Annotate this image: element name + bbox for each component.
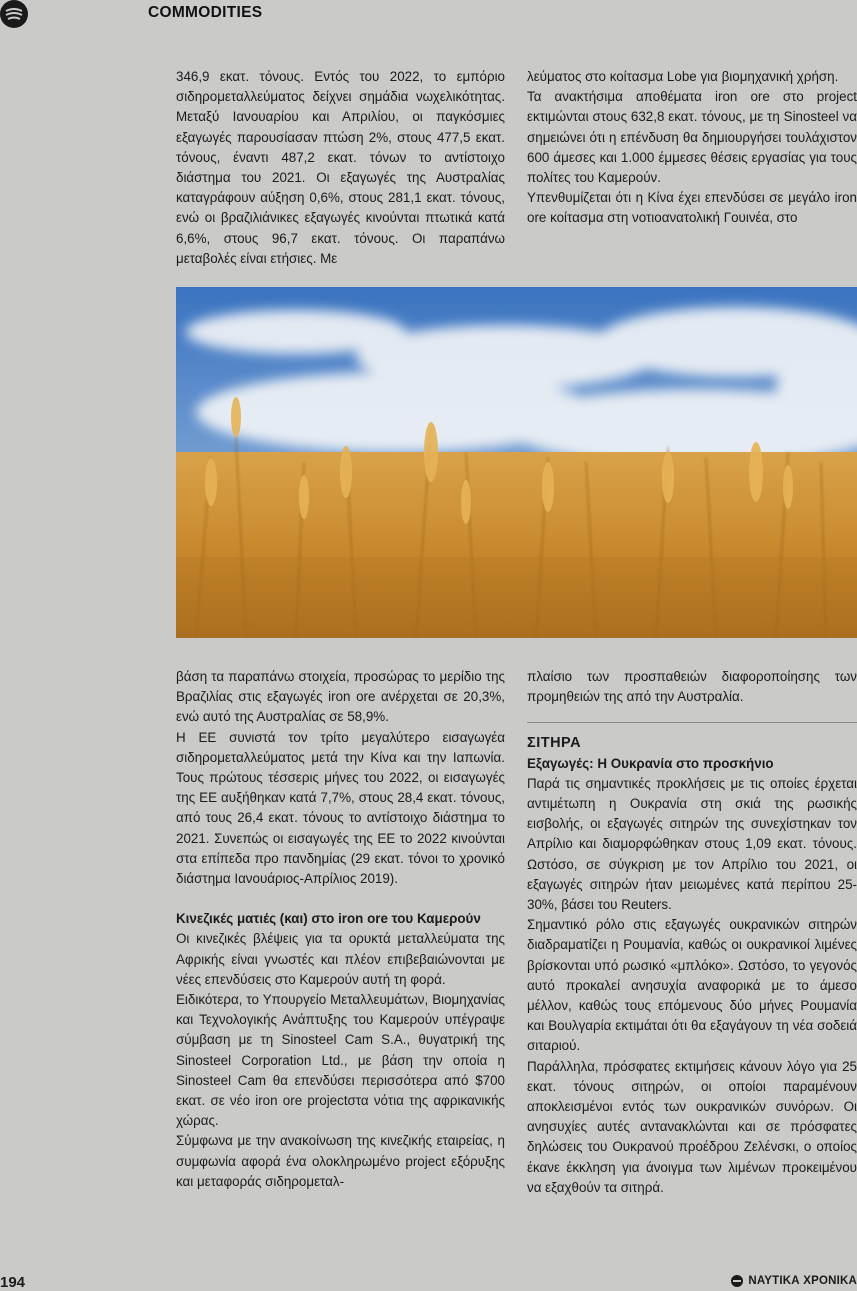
bottom-column-right [527, 667, 857, 1198]
page-number: 194 [0, 1274, 26, 1291]
paragraph: Παρά τις σημαντικές προκλήσεις με τις οποίες έρχεται αντιμέτωπη η Ουκρανία στη σκιά της ρωσικής εισβολής, οι εξαγωγές σιτηρών της συνεχίστηκαν τον Απρίλιο και διαμορφώθηκαν στους 1,09 εκατ. τόνους. Ωστόσο, σε σύγκριση με τον Απρίλιο του 2021, οι εξαγωγές σιτηρών ήταν μειωμένες κατά περίπου 25-30%, βάσει του Reuters. [527, 775, 857, 913]
section-divider [527, 722, 857, 723]
wheat-field-photo [176, 287, 857, 638]
brand-name: ΝΑΥΤΙΚΑ ΧΡΟΝΙΚΑ [748, 1275, 857, 1287]
paragraph: Σημαντικό ρόλο στις εξαγωγές ουκρανικών σιτηρών διαδραματίζει η Ρουμανία, καθώς οι ουκρανικοί λιμένες βρίσκονται υπό ρωσικό «μπλόκο». Ωστόσο, το γεγονός αυτό προκαλεί ανησυχία αναφορικά με το άμεσο μέλλον, καθώς τους επόμενους δύο μήνες Ρουμανία και Βουλγαρία εκτιμάται ότι θα εξαγάγουν τη νέα σοδειά σιταριού. [527, 917, 857, 1054]
subheading-exports: Εξαγωγές: Η Ουκρανία στο προσκήνιο [527, 755, 774, 771]
paragraph: λεύματος στο κοίτασμα Lobe για βιομηχανική χρήση. [527, 69, 839, 84]
bottom-column-left [176, 667, 505, 1192]
paragraph: Ειδικότερα, το Υπουργείο Μεταλλευμάτων, Βιομηχανίας και Τεχνολογικής Ανάπτυξης του Καμερούν υπέγραψε σύμβαση με τη Sinosteel Cam S.A., θυγατρική της Sinosteel Corporation Ltd., με βάση την οποία η Sinosteel Cam θα επενδύσει περισσότερα από $700 εκατ. σε νέο iron ore projectστα νότια της αφρικανικής χώρας. [176, 992, 505, 1129]
paragraph: Υπενθυμίζεται ότι η Κίνα έχει επενδύσει σε μεγάλο iron ore κοίτασμα στη νοτιοανατολική Γουινέα, στο [527, 190, 857, 226]
subheading-cameroon: Κινεζικές ματιές (και) στο iron ore του Καμερούν [176, 911, 481, 927]
paragraph: Σύμφωνα με την ανακοίνωση της κινεζικής εταιρείας, η συμφωνία αφορά ένα ολοκληρωμένο project εξόρυξης και μεταφοράς σιδηρομεταλ- [176, 1133, 505, 1189]
brand-logo-icon [731, 1275, 743, 1287]
paragraph: Η ΕΕ συνιστά τον τρίτο μεγαλύτερο εισαγωγέα σιδηρομεταλλεύματος μετά την Κίνα και την Ιαπωνία. Τους πρώτους τέσσερις μήνες του 2022, οι εισαγωγές της ΕΕ αυξήθηκαν κατά 7,7%, στους 28,4 εκατ. τόνους, από τους 26,4 εκατ. τόνους το αντίστοιχο διάστημα το 2021. Συνεπώς οι εισαγωγές της ΕΕ το 2022 κινούνται στα επίπεδα προ πανδημίας (29 εκατ. τόνοι το χρονικό διάστημα Ιανουάριος-Απρίλιος 2019). [176, 729, 505, 887]
section-title: COMMODITIES [148, 4, 263, 21]
paragraph: Οι κινεζικές βλέψεις για τα ορυκτά μεταλλεύματα της Αφρικής είναι γνωστές και πλέον επιβεβαιώνονται με νέες επενδύσεις στο Καμερούν αυτή τη φορά. [176, 931, 505, 987]
paragraph: πλαίσιο των προσπαθειών διαφοροποίησης των προμηθειών της από την Αυστραλία. [527, 669, 857, 705]
paragraph: βάση τα παραπάνω στοιχεία, προσώρας το μερίδιο της Βραζιλίας στις εξαγωγές iron ore ανέρχεται σε 20,3%, ενώ αυτό της Αυστραλίας σε 58,9%. [176, 669, 505, 725]
paragraph: Παράλληλα, πρόσφατες εκτιμήσεις κάνουν λόγο για 25 εκατ. τόνους σιτηρών, οι οποίοι παραμένουν αποκλεισμένοι εντός των ουκρανικών συνόρων. Οι ανησυχίες αυτές αντανακλώνται και σε πρόσφατες δηλώσεις του Ουκρανού προέδρου Ζελένσκι, ο οποίος έκανε έκκληση για άνοιγμα των λιμένων προκειμένου να εξαχθούν τα σιτηρά. [527, 1058, 857, 1195]
publication-brand [731, 1275, 857, 1287]
paragraph: Τα ανακτήσιμα αποθέματα iron ore στο project εκτιμώνται στους 632,8 εκατ. τόνους, με τη Sinosteel να σημειώνει ότι η επένδυση θα δημιουργήσει τουλάχιστον 600 άμεσες και 1.000 έμμεσες θέσεις εργασίας για τους πολίτες του Καμερούν. [527, 89, 857, 186]
paragraph: 346,9 εκατ. τόνους. Εντός του 2022, το εμπόριο σιδηρομεταλλεύματος δείχνει σημάδια νωχελικότητας. Μεταξύ Ιανουαρίου και Απριλίου, οι παγκόσμιες εξαγωγές παρουσίασαν πτώση 2%, στους 477,5 εκατ. τόνους, έναντι 487,2 εκατ. τόνων το αντίστοιχο διάστημα του 2021. Οι εξαγωγές της Αυστραλίας καταγράφουν αύξηση 0,6%, στους 281,1 εκατ. τόνους, ενώ οι βραζιλιάνικες εξαγωγές κινούνται πτωτικά κατά 6,6%, στους 96,7 εκατ. τόνους. Οι παραπάνω μεταβολές είναι ετήσιες. Με [176, 69, 505, 266]
top-column-right [527, 67, 857, 229]
top-column-left [176, 67, 505, 269]
publication-logo-icon [0, 0, 28, 28]
section-heading-cereals: ΣΙΤΗΡΑ [527, 735, 582, 752]
